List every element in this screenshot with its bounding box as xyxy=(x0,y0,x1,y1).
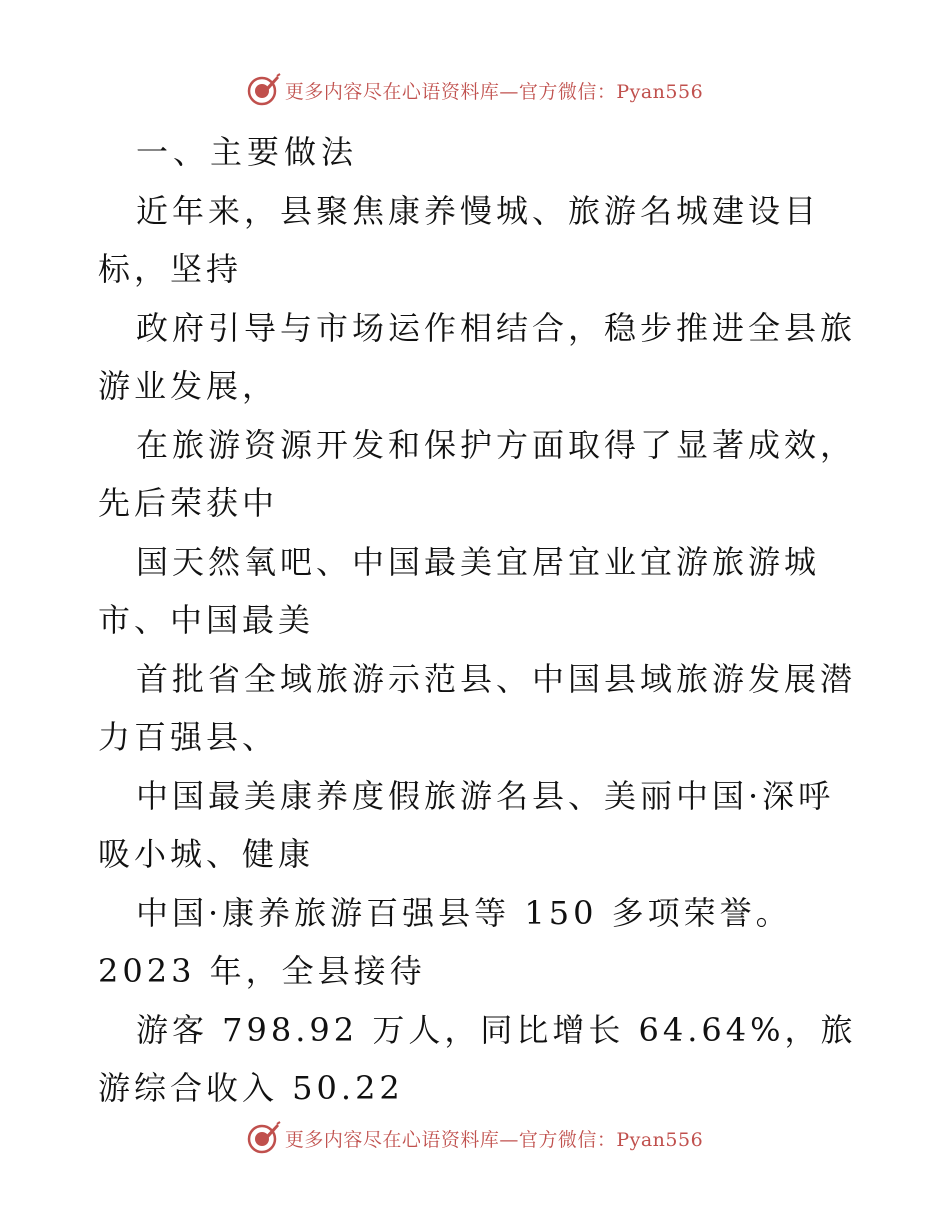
paragraph-line: 政府引导与市场运作相结合，稳步推进全县旅游业发展， xyxy=(98,308,857,405)
paragraph-line: 首批省全域旅游示范县、中国县域旅游发展潜力百强县、 xyxy=(98,659,857,756)
paragraph-line: 近年来，县聚焦康养慢城、旅游名城建设目标，坚持 xyxy=(98,191,821,288)
quill-logo-icon xyxy=(247,73,281,107)
watermark-footer xyxy=(0,1118,950,1158)
paragraph-line: 中国最美康养度假旅游名县、美丽中国·深呼吸小城、健康 xyxy=(98,776,835,873)
paragraph-line: 游客 798.92 万人，同比增长 64.64%，旅游综合收入 50.22 xyxy=(98,1010,857,1107)
quill-logo-icon xyxy=(247,1121,281,1155)
section-heading: 一、主要做法 xyxy=(136,133,359,171)
watermark-header xyxy=(0,70,950,110)
paragraph-line: 中国·康养旅游百强县等 150 多项荣誉。2023 年，全县接待 xyxy=(98,893,792,990)
watermark-text: 更多内容尽在心语资料库—官方微信：Pyan556 xyxy=(284,1128,704,1151)
paragraph-line: 在旅游资源开发和保护方面取得了显著成效，先后荣获中 xyxy=(98,425,857,522)
document-body xyxy=(98,123,868,1118)
paragraph-line: 国天然氧吧、中国最美宜居宜业宜游旅游城市、中国最美 xyxy=(98,542,821,639)
watermark-text: 更多内容尽在心语资料库—官方微信：Pyan556 xyxy=(284,80,704,103)
